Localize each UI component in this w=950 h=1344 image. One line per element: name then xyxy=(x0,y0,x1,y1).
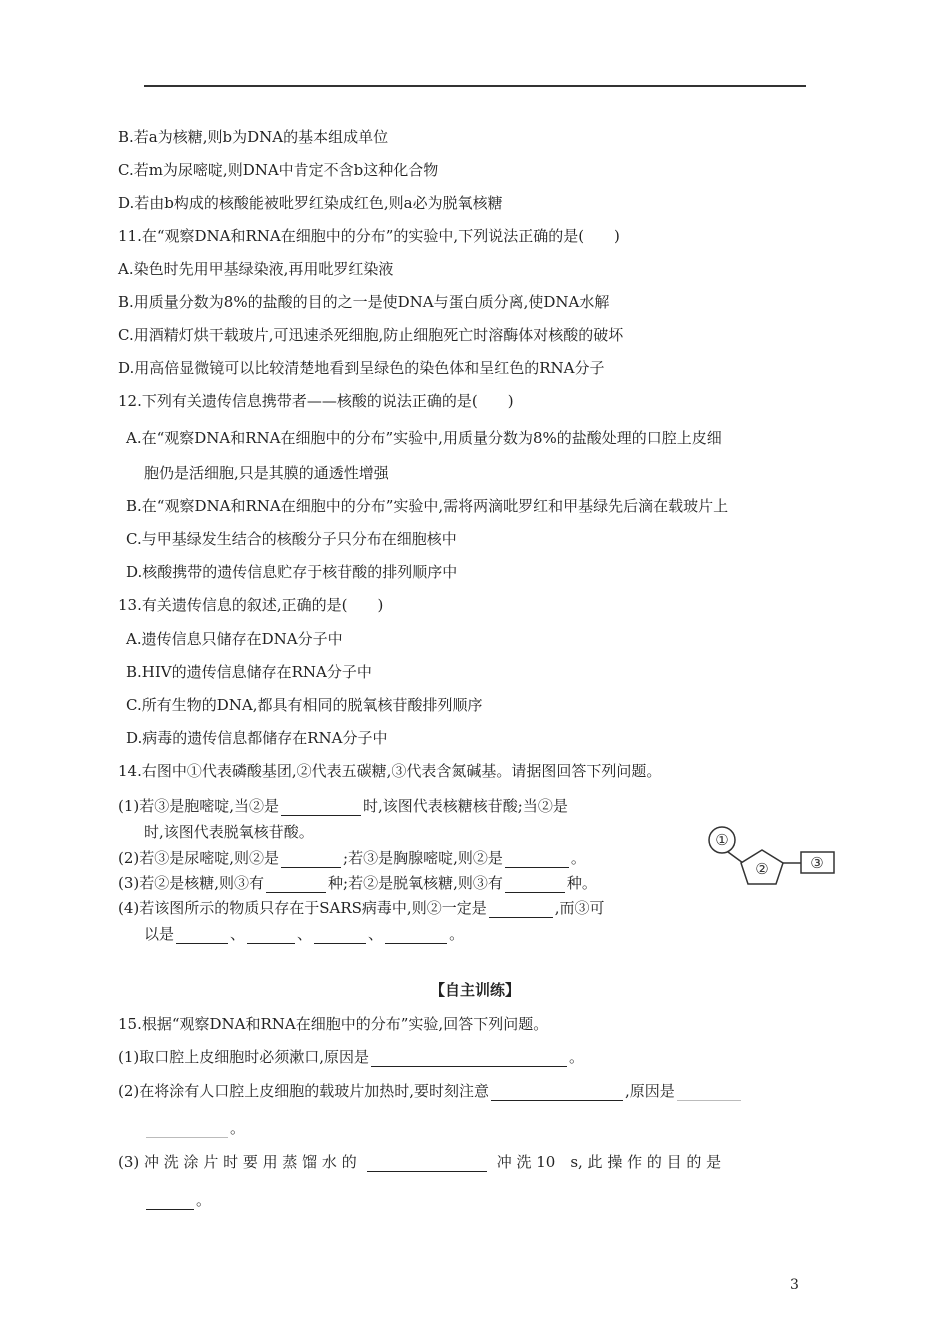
q14-part-1 xyxy=(118,796,568,816)
option-13d: D.病毒的遗传信息都储存在RNA分子中 xyxy=(126,729,388,747)
option-12d: D.核酸携带的遗传信息贮存于核苷酸的排列顺序中 xyxy=(126,563,458,581)
q14-p3-text-c: 种。 xyxy=(566,874,597,892)
option-13c: C.所有生物的DNA,都具有相同的脱氧核苷酸排列顺序 xyxy=(126,696,483,714)
option-10c: C.若m为尿嘧啶,则DNA中肯定不含b这种化合物 xyxy=(118,161,439,179)
q15-p3-text-c: 。 xyxy=(196,1191,212,1209)
q15-p2-text-a: (2)在将涂有人口腔上皮细胞的载玻片加热时,要时刻注意 xyxy=(118,1082,490,1100)
section-title: 【自主训练】 xyxy=(429,981,520,999)
q15-p1-text-a: (1)取口腔上皮细胞时必须漱口,原因是 xyxy=(118,1048,370,1066)
answer-blank[interactable] xyxy=(266,876,326,893)
q15-part-2 xyxy=(118,1081,743,1101)
answer-blank[interactable] xyxy=(146,1121,228,1138)
q14-p4-text-b: ,而③可 xyxy=(554,899,605,917)
option-12c: C.与甲基绿发生结合的核酸分子只分布在细胞核中 xyxy=(126,530,457,548)
answer-blank[interactable] xyxy=(489,901,553,918)
base-label: ③ xyxy=(810,854,824,872)
separator: 、 xyxy=(297,925,313,943)
answer-blank[interactable] xyxy=(176,927,228,944)
answer-blank[interactable] xyxy=(146,1193,194,1210)
option-11d: D.用高倍显微镜可以比较清楚地看到呈绿色的染色体和呈红色的RNA分子 xyxy=(118,359,605,377)
end-mark: 。 xyxy=(449,925,465,943)
answer-blank[interactable] xyxy=(281,799,361,816)
q14-part-4-cont xyxy=(144,924,464,944)
q15-p2-text-b: ,原因是 xyxy=(625,1082,675,1100)
option-11c: C.用酒精灯烘干载玻片,可迅速杀死细胞,防止细胞死亡时溶酶体对核酸的破坏 xyxy=(118,326,624,344)
question-11-stem: 11.在“观察DNA和RNA在细胞中的分布”的实验中,下列说法正确的是( ) xyxy=(118,227,620,245)
q15-p1-text-b: 。 xyxy=(569,1048,585,1066)
q15-part-2-cont xyxy=(144,1118,245,1138)
option-13a: A.遗传信息只储存在DNA分子中 xyxy=(126,630,343,648)
option-10d: D.若由b构成的核酸能被吡罗红染成红色,则a必为脱氧核糖 xyxy=(118,194,503,212)
q14-part-3 xyxy=(118,873,597,893)
answer-blank[interactable] xyxy=(385,927,447,944)
nucleotide-diagram xyxy=(700,820,840,892)
answer-blank[interactable] xyxy=(367,1155,487,1172)
option-11b: B.用质量分数为8%的盐酸的目的之一是使DNA与蛋白质分离,使DNA水解 xyxy=(118,293,610,311)
answer-blank[interactable] xyxy=(505,851,569,868)
answer-blank[interactable] xyxy=(314,927,366,944)
option-13b: B.HIV的遗传信息储存在RNA分子中 xyxy=(126,663,372,681)
phosphate-label: ① xyxy=(715,831,729,849)
answer-blank[interactable] xyxy=(677,1084,741,1101)
answer-blank[interactable] xyxy=(247,927,295,944)
question-13-stem: 13.有关遗传信息的叙述,正确的是( ) xyxy=(118,596,384,614)
q15-part-3-cont xyxy=(144,1190,211,1210)
q15-part-3 xyxy=(118,1152,721,1172)
option-12a: A.在“观察DNA和RNA在细胞中的分布”实验中,用质量分数为8%的盐酸处理的口腔上皮细 xyxy=(126,429,722,447)
answer-blank[interactable] xyxy=(281,851,341,868)
q14-p1-text-a: (1)若③是胞嘧啶,当②是 xyxy=(118,797,280,815)
question-14-stem: 14.右图中①代表磷酸基团,②代表五碳糖,③代表含氮碱基。请据图回答下列问题。 xyxy=(118,762,662,780)
separator: 、 xyxy=(230,925,246,943)
q14-p1-text-b: 时,该图代表核糖核苷酸;当②是 xyxy=(363,797,568,815)
q14-p2-text-a: (2)若③是尿嘧啶,则②是 xyxy=(118,849,280,867)
option-12a-cont: 胞仍是活细胞,只是其膜的通透性增强 xyxy=(144,464,389,482)
question-15-stem: 15.根据“观察DNA和RNA在细胞中的分布”实验,回答下列问题。 xyxy=(118,1015,549,1033)
page-number: 3 xyxy=(790,1277,799,1293)
answer-blank[interactable] xyxy=(371,1050,567,1067)
q15-part-1 xyxy=(118,1047,584,1067)
q14-part-2 xyxy=(118,848,586,868)
q14-p3-text-b: 种;若②是脱氧核糖,则③有 xyxy=(328,874,503,892)
q14-part-1-cont: 时,该图代表脱氧核苷酸。 xyxy=(144,823,314,841)
q15-p2-text-c: 。 xyxy=(230,1119,246,1137)
q14-p2-text-c: 。 xyxy=(570,849,586,867)
answer-blank[interactable] xyxy=(491,1084,623,1101)
phosphate-bond xyxy=(728,852,743,863)
q14-p3-text-a: (3)若②是核糖,则③有 xyxy=(118,874,265,892)
answer-blank[interactable] xyxy=(505,876,565,893)
q14-part-4 xyxy=(118,898,604,918)
q14-p4-text-a: (4)若该图所示的物质只存在于SARS病毒中,则②一定是 xyxy=(118,899,487,917)
q15-p3-text-a: (3) 冲 洗 涂 片 时 要 用 蒸 馏 水 的 xyxy=(118,1153,357,1171)
sugar-label: ② xyxy=(755,860,769,878)
q14-p2-text-b: ;若③是胸腺嘧啶,则②是 xyxy=(343,849,503,867)
option-12b: B.在“观察DNA和RNA在细胞中的分布”实验中,需将两滴吡罗红和甲基绿先后滴在载玻片上 xyxy=(126,497,729,515)
header-rule xyxy=(144,85,806,87)
q15-p3-text-b: 冲 洗 10 s, 此 操 作 的 目 的 是 xyxy=(496,1153,722,1171)
question-12-stem: 12.下列有关遗传信息携带者——核酸的说法正确的是( ) xyxy=(118,392,514,410)
separator: 、 xyxy=(368,925,384,943)
option-10b: B.若a为核糖,则b为DNA的基本组成单位 xyxy=(118,128,389,146)
option-11a: A.染色时先用甲基绿染液,再用吡罗红染液 xyxy=(118,260,394,278)
q14-p4-text-c: 以是 xyxy=(144,925,175,943)
